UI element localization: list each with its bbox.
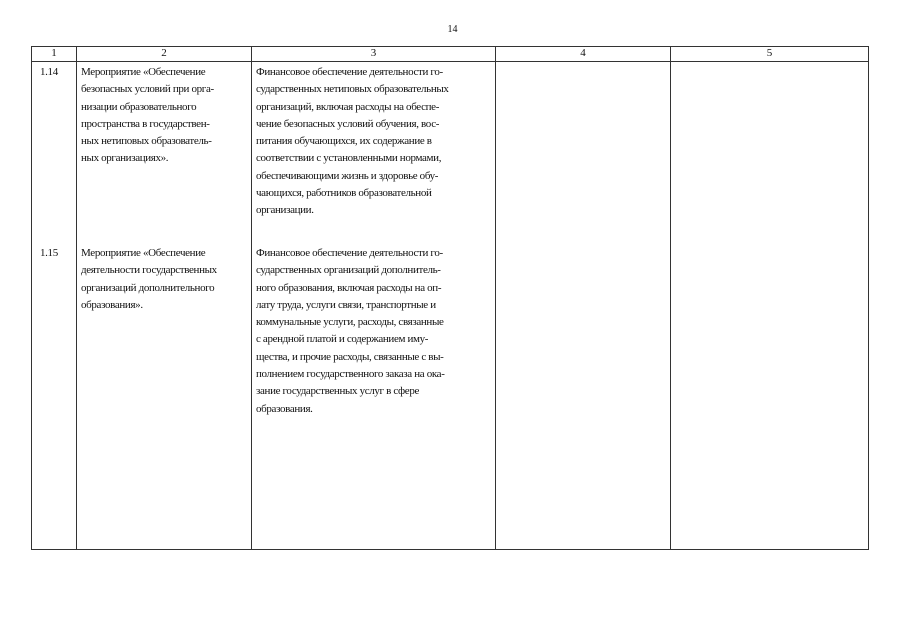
header-cell-5: 5 — [766, 47, 773, 59]
column-divider-1 — [76, 46, 77, 550]
event-name: Мероприятие «Обеспечение деятельности государственных организаций дополнительного образования». — [81, 247, 217, 311]
header-cell-4: 4 — [580, 47, 586, 59]
header-cell-1: 1 — [51, 47, 57, 59]
header-bottom-border — [31, 61, 869, 62]
row-number: 1.14 — [40, 66, 58, 78]
page-number: 14 — [447, 24, 458, 35]
row-number: 1.15 — [40, 247, 58, 259]
table-right-border — [868, 46, 869, 550]
header-cell-2: 2 — [161, 47, 167, 59]
header-cell-3: 3 — [370, 47, 377, 59]
event-name: Мероприятие «Обеспечение безопасных условий при орга- низации образовательного пространства в государствен- ных нетиповых образователь- ных организациях». — [81, 66, 214, 165]
table-bottom-border — [31, 549, 869, 550]
event-description: Финансовое обеспечение деятельности го- сударственных нетиповых образовательных организаций, включая расходы на обеспе- чение безопасных условий обучения, вос- питания обучающихся, их содержание в соответствии с установленными нормами, обеспечивающими жизнь и здоровье обу- чающихся, работников образовательной организации. — [256, 66, 449, 217]
event-description: Финансовое обеспечение деятельности го- сударственных организаций дополнитель- ного образования, включая расходы на оп- лату труда, услуги связи, транспортные и коммунальные услуги, расходы, связанные с арендной платой и содержанием иму- щества, и прочие расходы, связанные с вы- полнением государственного заказа на ока- зание государственных услуг в сфере образования. — [256, 247, 445, 415]
table-left-border — [31, 46, 32, 550]
column-divider-4 — [670, 46, 671, 550]
